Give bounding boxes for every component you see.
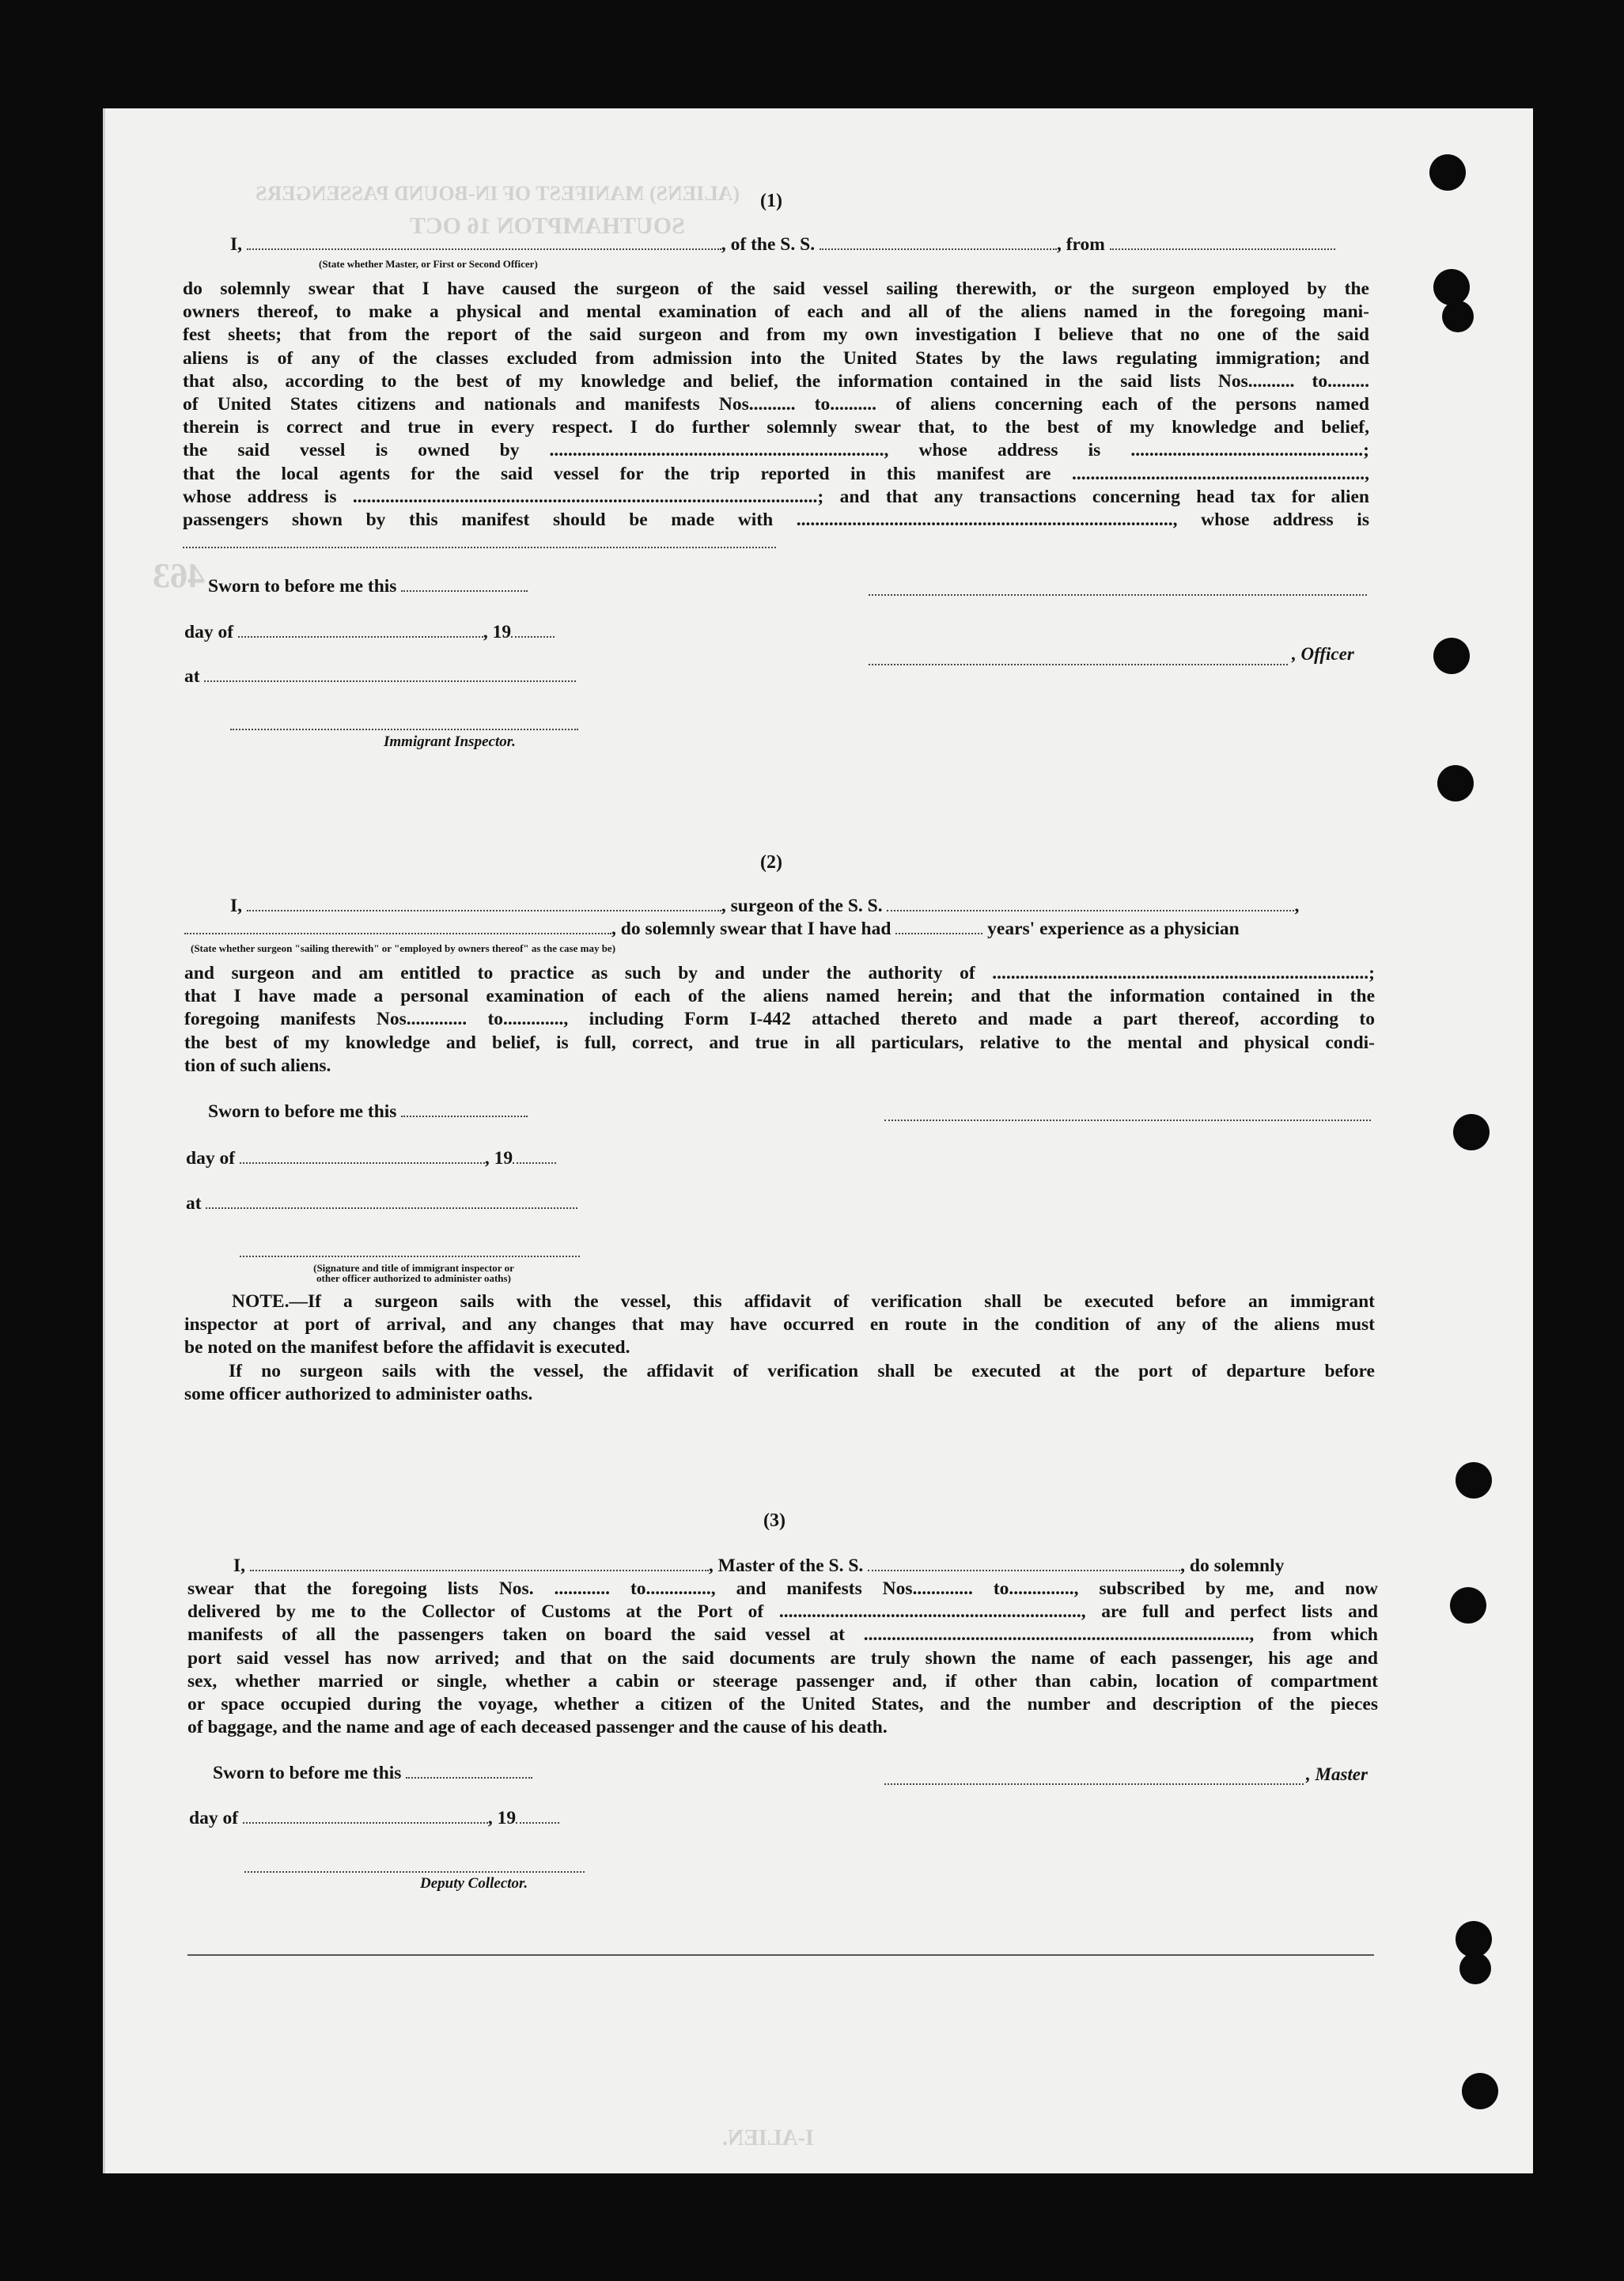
at-blank[interactable] (206, 1193, 577, 1209)
deputy-label: Deputy Collector. (420, 1875, 528, 1892)
section-2-paragraph (184, 962, 1375, 1078)
section-1-paragraph (183, 278, 1369, 532)
sworn-label: Sworn to before me this (208, 1101, 397, 1122)
inspector-label: Immigrant Inspector. (384, 733, 516, 750)
section-1-number: (1) (760, 191, 782, 211)
signature-note-1: (Signature and title of immigrant inspector or (313, 1262, 514, 1274)
s1-day-of (184, 621, 555, 643)
officer-note: (State whether Master, or First or Second Officer) (319, 258, 538, 270)
sworn-date-blank[interactable] (406, 1763, 532, 1779)
inspector-signature-line[interactable] (230, 727, 578, 730)
master-signature-line[interactable] (884, 1782, 1304, 1785)
s2-line: and surgeon and am entitled to practice as such by and under the authority of .................................................................................; (184, 963, 1375, 983)
s2-line: foregoing manifests Nos............. to............., including Form I-442 attached thereto and made a part thereof, according to (184, 1009, 1375, 1030)
day-blank[interactable] (243, 1808, 488, 1824)
bleed-through-port: SOUTHAMPTON 16 OCT (410, 213, 685, 239)
surgeon-name-blank[interactable] (247, 896, 721, 911)
s1-at (184, 665, 576, 688)
signature-note-2: other officer authorized to administer oaths) (316, 1272, 511, 1284)
master-label: , Master (1306, 1764, 1368, 1784)
surgeon-of-label: , surgeon of the S. S. (721, 896, 883, 916)
year-blank[interactable] (513, 1148, 556, 1164)
s1-line: of United States citizens and nationals and manifests Nos.......... to.......... of aliens concerning each of the persons named (183, 394, 1369, 415)
intro-i: I, (230, 896, 243, 916)
s1-line: the said vessel is owned by ........................................................................, whose address is ..................................................; (183, 440, 1369, 461)
s2-line: the best of my knowledge and belief, is full, correct, and true in all particulars, relative to the mental and physical condi- (184, 1032, 1375, 1053)
solemnly-label: , do solemnly (1180, 1555, 1285, 1576)
s2-inspector-signature-line[interactable] (240, 1254, 580, 1257)
day-blank[interactable] (240, 1148, 485, 1164)
s1-sworn (208, 575, 528, 597)
intro-i: I, (233, 1555, 246, 1576)
day-of-label: day of (189, 1808, 239, 1828)
sworn-date-blank[interactable] (401, 1101, 528, 1117)
punch-hole (1462, 2073, 1498, 2109)
year-label: , 19 (487, 1808, 517, 1828)
sworn-label: Sworn to before me this (213, 1763, 402, 1783)
officer-signature-line[interactable] (869, 593, 1367, 596)
years-blank[interactable] (895, 919, 982, 934)
s3-line: manifests of all the passengers taken on board the said vessel at ..................................................................................., from which (187, 1624, 1378, 1646)
punch-hole (1429, 154, 1466, 191)
manifest-back-page (103, 108, 1533, 2173)
punch-hole (1433, 269, 1470, 305)
note-line: some officer authorized to administer oaths. (184, 1383, 533, 1404)
note-paragraph (184, 1290, 1375, 1406)
s3-sworn (213, 1762, 532, 1784)
swear-label: , do solemnly swear that I have had (611, 919, 891, 939)
officer-name-blank[interactable] (247, 234, 721, 250)
s1-line: whose address is ....................................................................................................; and that any transactions concerning head tax for alien (183, 486, 1369, 507)
section-2-number: (2) (760, 852, 782, 873)
s1-line: passengers shown by this manifest should be made with ................................................................................., whose address is (183, 510, 1369, 531)
punch-hole (1433, 638, 1470, 674)
s2-line: that I have made a personal examination of each of the aliens named herein; and that the information contained in the (184, 986, 1375, 1007)
sworn-label: Sworn to before me this (208, 576, 397, 597)
from-label: , from (1056, 234, 1105, 255)
year-blank[interactable] (511, 622, 555, 638)
section-2-intro: I, , surgeon of the S. S. , (230, 896, 1300, 916)
note-line: If no surgeon sails with the vessel, the affidavit of verification shall be executed at the port of departure before (229, 1360, 1375, 1381)
note-line: inspector at port of arrival, and any changes that may have occurred en route in the condition of any of the aliens must (184, 1314, 1375, 1336)
surgeon-note: (State whether surgeon "sailing therewith" or "employed by owners thereof" as the case may be) (191, 942, 616, 954)
s2-at (186, 1192, 577, 1214)
bottom-rule (187, 1954, 1374, 1956)
punch-hole (1453, 1114, 1490, 1150)
bleed-through-number: 463 (153, 556, 205, 595)
s1-line: that also, according to the best of my knowledge and belief, the information contained in the said lists Nos.......... to......... (183, 370, 1369, 392)
year-label: , 19 (484, 1148, 513, 1169)
s1-line: aliens is of any of the classes excluded from admission into the United States by the laws regulating immigration; and (183, 347, 1369, 369)
of-ss-label: , of the S. S. (721, 234, 816, 255)
s1-line: owners thereof, to make a physical and mental examination of each and all of the aliens named in the foregoing mani- (183, 301, 1369, 323)
s2-sworn (208, 1101, 528, 1123)
section-2-swear (184, 918, 1240, 940)
officer-title-line[interactable] (869, 662, 1288, 665)
from-port-blank[interactable] (1110, 234, 1335, 250)
punch-hole (1459, 1953, 1491, 1984)
section-3-paragraph (187, 1578, 1378, 1739)
s1-line: therein is correct and true in every respect. I do further solemnly swear that, to the best of my knowledge and belief, (183, 417, 1369, 438)
s3-day-of (189, 1807, 559, 1829)
punch-hole (1456, 1462, 1492, 1499)
form-number-mark: I-ALIEN. (722, 2126, 814, 2150)
punch-hole (1442, 301, 1474, 332)
note-line: be noted on the manifest before the affidavit is executed. (184, 1337, 630, 1358)
s2-vessel-blank[interactable] (887, 896, 1294, 911)
day-of-label: day of (184, 622, 234, 642)
day-of-label: day of (186, 1148, 236, 1169)
s3-line: of baggage, and the name and age of each deceased passenger and the cause of his death. (187, 1717, 888, 1738)
s1-line: fest sheets; that from the report of the said surgeon and from my own investigation I believe that no one of the said (183, 324, 1369, 346)
vessel-name-blank[interactable] (820, 234, 1057, 250)
s2-day-of (186, 1147, 556, 1169)
punch-hole (1450, 1587, 1486, 1624)
section-3-number: (3) (763, 1510, 786, 1531)
at-label: at (186, 1193, 202, 1214)
s3-line: swear that the foregoing lists Nos. ............ to.............., and manifests Nos............. to.............., subscribed by me, and now (187, 1578, 1378, 1599)
officer-label: , Officer (1292, 644, 1354, 664)
year-label: , 19 (483, 622, 512, 642)
punch-hole (1437, 765, 1474, 801)
s1-line: do solemnly swear that I have caused the surgeon of the said vessel sailing therewith, or the surgeon employed by the (183, 278, 1369, 299)
section-1-intro (230, 233, 1335, 256)
s3-line: port said vessel has now arrived; and that on the said documents are truly shown the name of each passenger, his age and (187, 1647, 1378, 1669)
year-blank[interactable] (516, 1808, 559, 1824)
day-blank[interactable] (238, 622, 483, 638)
s3-line: delivered by me to the Collector of Customs at the Port of ................................................................., are full and perfect lists and (187, 1601, 1378, 1623)
address-continuation-blank[interactable] (183, 545, 776, 548)
s3-vessel-blank[interactable] (868, 1555, 1180, 1571)
s2-line: tion of such aliens. (184, 1055, 331, 1076)
at-label: at (184, 666, 200, 687)
section-3-intro (233, 1555, 1284, 1577)
sworn-date-blank[interactable] (401, 576, 528, 592)
years-label: years' experience as a physician (987, 919, 1240, 939)
bleed-through-header: (ALIENS) MANIFEST OF IN-BOUND PASSENGERS (256, 182, 740, 205)
surgeon-status-blank[interactable] (184, 919, 611, 934)
s1-line: that the local agents for the said vessel for the trip reported in this manifest are ..............................................................., (183, 463, 1369, 484)
deputy-signature-line[interactable] (244, 1870, 585, 1873)
surgeon-signature-line[interactable] (884, 1118, 1371, 1121)
master-name-blank[interactable] (250, 1555, 709, 1571)
s3-line: or space occupied during the voyage, whether a citizen of the United States, and the number and description of the pieces (187, 1694, 1378, 1715)
at-blank[interactable] (204, 666, 576, 682)
intro-i: I, (230, 234, 243, 255)
master-of-label: , Master of the S. S. (708, 1555, 864, 1576)
note-line: NOTE.—If a surgeon sails with the vessel, this affidavit of verification shall be executed before an immigrant (232, 1291, 1375, 1312)
s3-line: sex, whether married or single, whether a cabin or steerage passenger and, if other than cabin, location of compartment (187, 1670, 1378, 1692)
